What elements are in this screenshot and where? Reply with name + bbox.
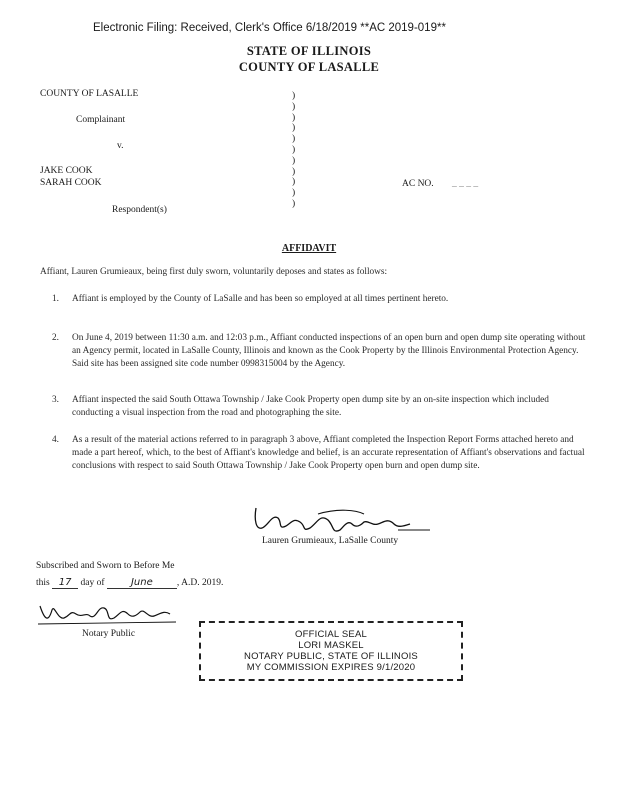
- item-number: 3.: [52, 395, 59, 405]
- item-number: 4.: [52, 435, 59, 445]
- affidavit-item-1: [52, 293, 592, 306]
- complainant-name: COUNTY OF LASALLE: [40, 89, 139, 99]
- item-number: 2.: [52, 333, 59, 343]
- filing-header: Electronic Filing: Received, Clerk's Office 6/18/2019 **AC 2019-019**: [93, 22, 446, 34]
- respondents-label: Respondent(s): [112, 205, 167, 215]
- seal-line-1: OFFICIAL SEAL: [295, 629, 367, 640]
- item-text: On June 4, 2019 between 11:30 a.m. and 12:03 p.m., Affiant conducted inspections of an open burn and open dump site operating without an Agency permit, located in LaSalle County, Illinois and known as the Cook Property by the Illinois Environmental Protection Agency. Said site has been assigned site code number 0998315004 by the Agency.: [72, 333, 586, 370]
- versus-label: v.: [117, 141, 124, 151]
- respondent-1-name: JAKE COOK: [40, 166, 93, 176]
- county-heading: COUNTY OF LASALLE: [238, 60, 380, 74]
- notary-label: Notary Public: [82, 629, 136, 639]
- state-heading: STATE OF ILLINOIS: [246, 44, 372, 58]
- caption-paren-column: ) ) ) ) ) ) ) ) ) ) ): [292, 91, 296, 209]
- sworn-date-line: [36, 577, 223, 589]
- official-seal-stamp: [199, 621, 463, 681]
- seal-line-4: MY COMMISSION EXPIRES 9/1/2020: [246, 662, 416, 673]
- affiant-name: Lauren Grumieaux, LaSalle County: [262, 536, 399, 546]
- item-number: 1.: [52, 294, 59, 304]
- affidavit-item-4: [52, 434, 592, 474]
- item-text: Affiant is employed by the County of LaSalle and has been so employed at all times pertinent hereto.: [72, 294, 449, 304]
- day-of-label: day of: [80, 578, 105, 588]
- seal-line-2: LORI MASKEL: [298, 640, 364, 651]
- subscribed-line: Subscribed and Sworn to Before Me: [36, 561, 175, 571]
- affiant-signature: [248, 500, 438, 540]
- complainant-label: Complainant: [76, 115, 126, 125]
- affidavit-item-2: [52, 332, 592, 372]
- month-value: June: [107, 577, 177, 589]
- item-text: Affiant inspected the said South Ottawa Township / Jake Cook Property open dump site by an on-site inspection which included conducting a visual inspection from the road and photographing the site.: [72, 395, 549, 419]
- this-label: this: [36, 578, 50, 588]
- affidavit-item-3: [52, 394, 592, 420]
- item-text: As a result of the material actions referred to in paragraph 3 above, Affiant completed the Inspection Report Forms attached hereto and made a part hereof, which, to the best of Affiant's knowledge and belief, is an accurate representation of Affiant's observations and factual conclusions with respect to said South Ottawa Township / Jake Cook Property open burn and open dump site.: [72, 435, 585, 472]
- seal-line-3: NOTARY PUBLIC, STATE OF ILLINOIS: [244, 651, 418, 662]
- notary-signature: [36, 598, 181, 630]
- respondent-2-name: SARAH COOK: [40, 178, 102, 188]
- affidavit-title: AFFIDAVIT: [281, 243, 337, 254]
- affidavit-intro: Affiant, Lauren Grumieaux, being first duly sworn, voluntarily deposes and states as follows:: [40, 267, 388, 277]
- ac-no-value: _ _ _ _: [452, 179, 479, 189]
- ac-no-label: AC NO.: [402, 179, 434, 189]
- year-label: , A.D. 2019.: [176, 578, 224, 588]
- day-value: 17: [52, 577, 78, 589]
